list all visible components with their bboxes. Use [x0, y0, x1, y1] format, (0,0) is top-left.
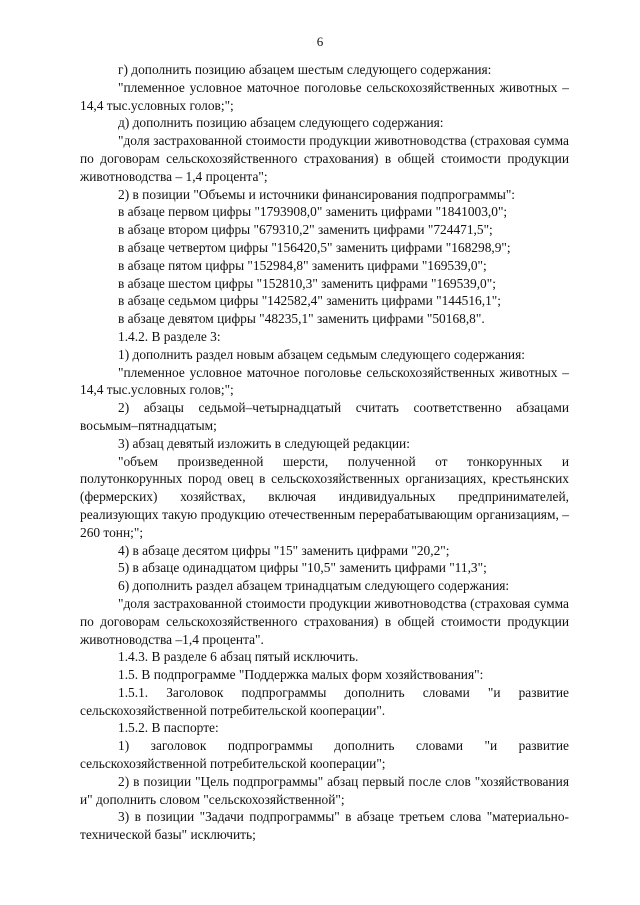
paragraph-19: 4) в абзаце десятом цифры "15" заменить цифрами "20,2";: [118, 542, 450, 558]
paragraph-8: в абзаце четвертом цифры "156420,5" заменить цифрами "168298,9";: [118, 239, 511, 255]
paragraph-27: 1) заголовок подпрограммы дополнить словами "и развитие сельскохозяйственной потребительской кооперации";: [80, 738, 569, 772]
paragraph-26: 1.5.2. В паспорте:: [118, 720, 219, 736]
document-body: [80, 61, 569, 844]
paragraph-28: 2) в позиции "Цель подпрограммы" абзац первый после слов "хозяйствования и" дополнить словом "сельскохозяйственной";: [80, 773, 569, 807]
paragraph-15: "племенное условное маточное поголовье сельскохозяйственных животных – 14,4 тыс.условных голов;";: [80, 364, 569, 398]
paragraph-11: в абзаце седьмом цифры "142582,4" заменить цифрами "144516,1";: [118, 293, 501, 309]
paragraph-22: "доля застрахованной стоимости продукции животноводства (страховая сумма по договорам сельскохозяйственного страхования) в общей стоимости продукции животноводства –1,4 процента".: [80, 595, 569, 647]
page-number: 6: [316, 34, 324, 49]
paragraph-29: 3) в позиции "Задачи подпрограммы" в абзаце третьем слова "материально-технической базы" исключить;: [80, 809, 569, 843]
paragraph-6: в абзаце первом цифры "1793908,0" заменить цифрами "1841003,0";: [118, 204, 508, 220]
paragraph-17: 3) абзац девятый изложить в следующей редакции:: [118, 435, 410, 451]
paragraph-20: 5) в абзаце одинадцатом цифры "10,5" заменить цифрами "11,3";: [118, 560, 487, 576]
paragraph-10: в абзаце шестом цифры "152810,3" заменить цифрами "169539,0";: [118, 275, 496, 291]
paragraph-21: 6) дополнить раздел абзацем тринадцатым следующего содержания:: [118, 578, 510, 594]
paragraph-1: г) дополнить позицию абзацем шестым следующего содержания:: [118, 62, 492, 77]
paragraph-25: 1.5.1. Заголовок подпрограммы дополнить словами "и развитие сельскохозяйственной потребительской кооперации".: [80, 684, 569, 718]
paragraph-13: 1.4.2. В разделе 3:: [118, 328, 221, 344]
paragraph-3: д) дополнить позицию абзацем следующего содержания:: [118, 115, 444, 131]
paragraph-18: "объем произведенной шерсти, полученной от тонкорунных и полутонкорунных пород овец в сельскохозяйственных организациях, крестьянских (фермерских) хозяйствах, включая индивидуальных предпринимателей, реализующих такую продукцию отечественным перерабатывающим организациям, – 260 тонн;";: [80, 453, 569, 540]
paragraph-23: 1.4.3. В разделе 6 абзац пятый исключить.: [118, 649, 359, 665]
paragraph-14: 1) дополнить раздел новым абзацем седьмым следующего содержания:: [118, 346, 525, 362]
paragraph-24: 1.5. В подпрограмме "Поддержка малых форм хозяйствования":: [118, 667, 484, 683]
paragraph-12: в абзаце девятом цифры "48235,1" заменить цифрами "50168,8".: [118, 311, 485, 327]
paragraph-4: "доля застрахованной стоимости продукции животноводства (страховая сумма по договорам сельскохозяйственного страхования) в общей стоимости продукции животноводства – 1,4 процента";: [80, 133, 569, 184]
paragraph-2: "племенное условное маточное поголовье сельскохозяйственных животных – 14,4 тыс.условных голов;";: [80, 79, 569, 113]
paragraph-16: 2) абзацы седьмой–четырнадцатый считать соответственно абзацами восьмым–пятнадцатым;: [80, 400, 569, 433]
paragraph-5: 2) в позиции "Объемы и источники финансирования подпрограммы":: [118, 186, 516, 202]
paragraph-9: в абзаце пятом цифры "152984,8" заменить цифрами "169539,0";: [118, 257, 487, 273]
paragraph-7: в абзаце втором цифры "679310,2" заменить цифрами "724471,5";: [118, 222, 493, 238]
